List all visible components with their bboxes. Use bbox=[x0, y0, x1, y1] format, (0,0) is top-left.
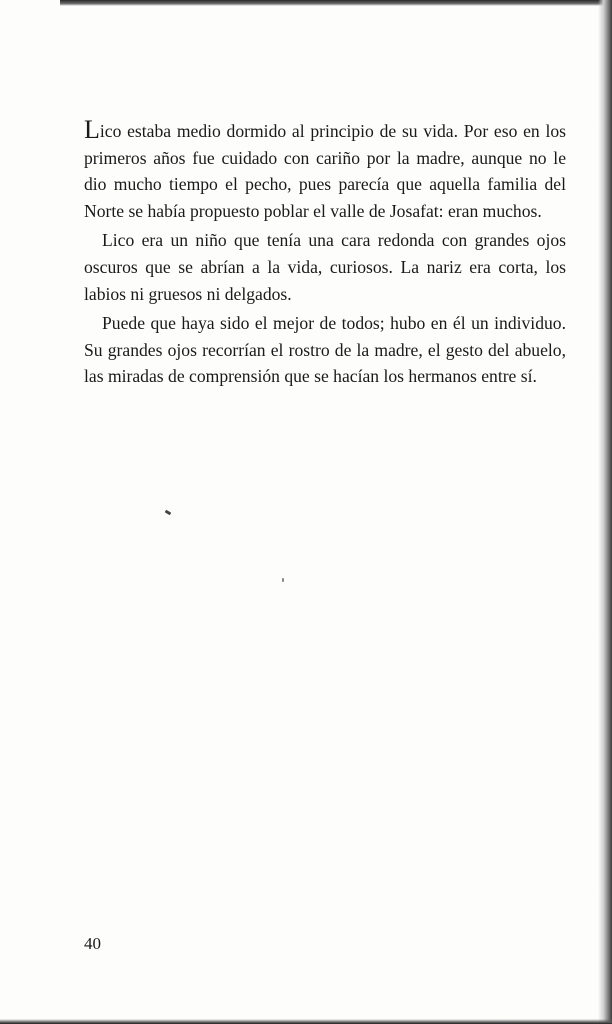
page-number: 40 bbox=[84, 934, 101, 953]
paragraph-3: Puede que haya sido el mejor de todos; hubo en él un individuo. Su grandes ojos recorrían el rostro de la madre, el gesto del abuelo, las miradas de comprensión que se hacían los hermanos entre sí. bbox=[84, 313, 566, 387]
paragraph-2: Lico era un niño que tenía una cara redonda con grandes ojos oscuros que se abrían a la vida, curiosos. La nariz era corta, los labios ni gruesos ni delgados. bbox=[84, 230, 566, 304]
body-text bbox=[84, 115, 566, 393]
ink-speck bbox=[165, 510, 172, 516]
paragraph-1 bbox=[84, 115, 566, 224]
initial-letter: L bbox=[84, 115, 100, 144]
page-binding-shadow bbox=[598, 0, 612, 1024]
page-bottom-shadow bbox=[0, 1019, 612, 1024]
paragraph-1-text: ico estaba medio dormido al principio de su vida. Por eso en los primeros años fue cuidado con cariño por la madre, aunque no le dio mucho tiempo el pecho, pues parecía que aquella familia del Norte se había propuesto poblar el valle de Josafat: eran muchos. bbox=[84, 121, 566, 221]
page-top-shadow bbox=[60, 0, 612, 6]
ink-speck bbox=[282, 578, 284, 582]
